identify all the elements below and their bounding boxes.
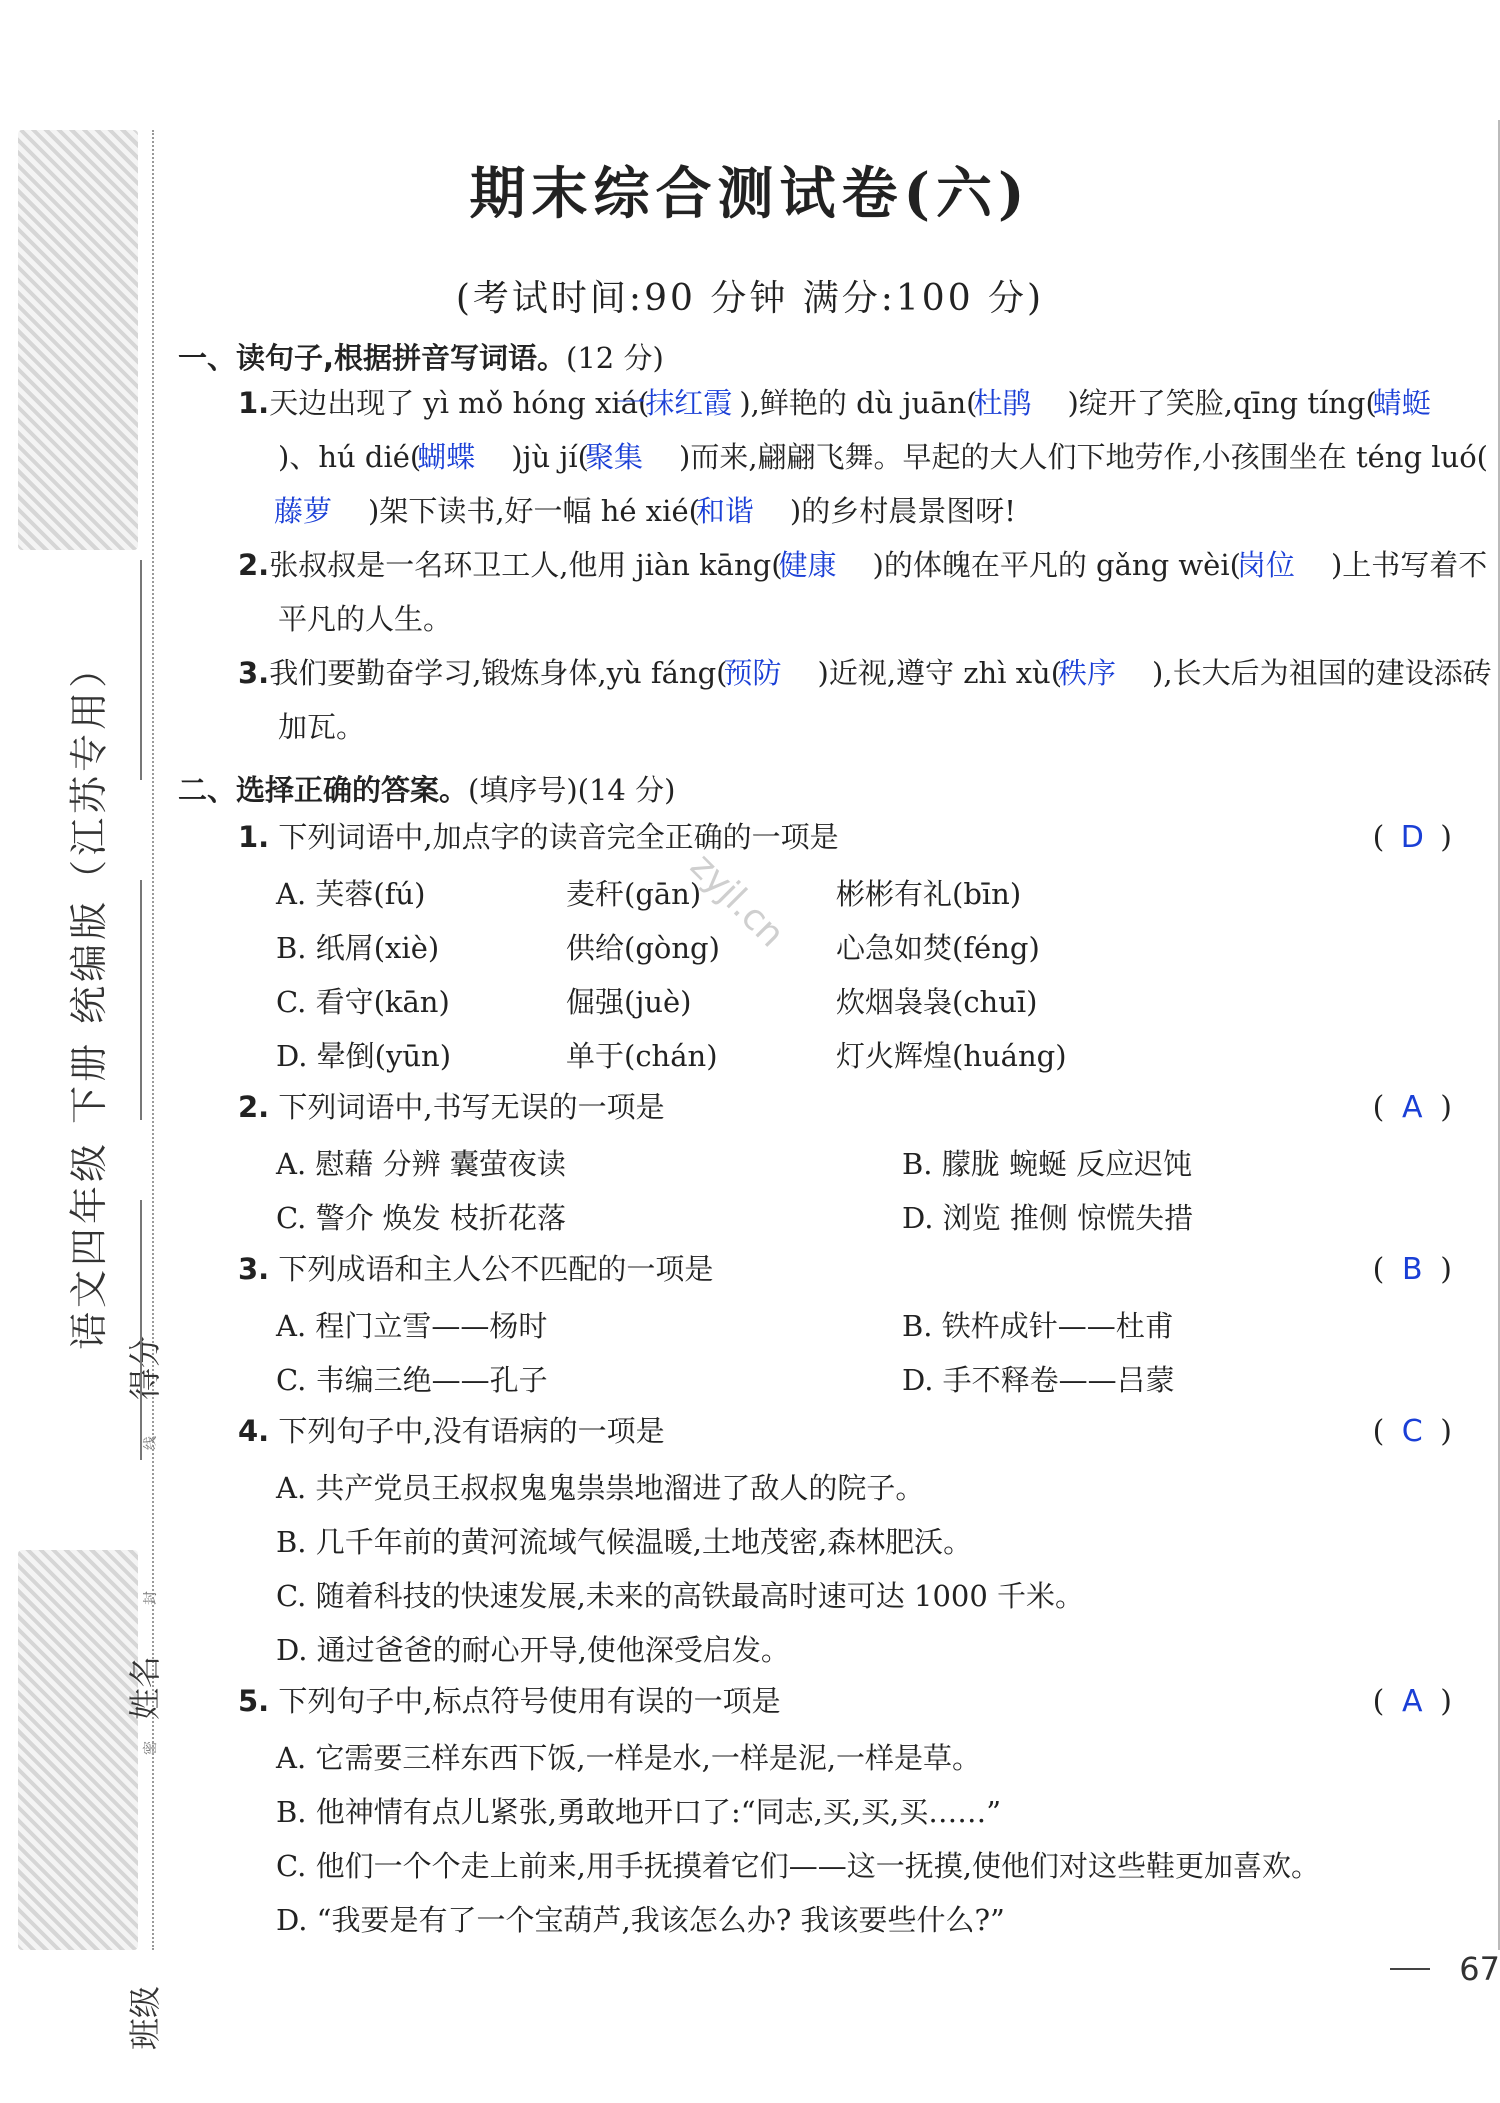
option-a-word-3: 彬彬有礼(bīn) (836, 877, 1022, 911)
book-title-vertical: 语文四年级 下册 统编版（江苏专用） (67, 645, 111, 1350)
binding-mark-seal: 封 (143, 1591, 159, 1605)
question-1-1: 1.天边出现了 yì mǒ hóng xiá(一抹红霞 ),鲜艳的 dù juān(杜鹃 )绽开了笑脸,qīng tíng(蜻蜓)、hú dié(蝴蝶 )jù jí(聚集 )而来,翩翩飞舞。早起的大人们下地劳作,小孩围坐在 téng luó(藤萝 )架下读书,好一幅 hé xié(和谐 )的乡村晨景图呀! (238, 376, 1498, 538)
option-a[interactable]: A. 共产党员王叔叔鬼鬼祟祟地溜进了敌人的院子。 (276, 1471, 925, 1505)
answer-paren-2-5[interactable]: ( A ) (1372, 1684, 1452, 1719)
page-number-dash (1390, 1968, 1430, 1970)
option-d[interactable]: D. “我要是有了一个宝葫芦,我该怎么办? 我该要些什么?” (276, 1903, 1005, 1937)
section-1-heading: 一、读句子,根据拼音写词语。(12 分) (178, 341, 664, 375)
binding-mark-secret: 密 (143, 1741, 159, 1755)
score-label: 得分 (126, 1335, 164, 1400)
option-b-word-2: 供给(gòng) (566, 931, 720, 965)
option-b[interactable]: B. 铁杵成针——杜甫 (902, 1309, 1174, 1343)
option-b[interactable]: B. 几千年前的黄河流域气候温暖,土地茂密,森林肥沃。 (276, 1525, 973, 1559)
class-blank[interactable] (140, 1200, 142, 1460)
answer-paren-2-2[interactable]: ( A ) (1372, 1090, 1452, 1125)
question-1-2: 2.张叔叔是一名环卫工人,他用 jiàn kāng(健康 )的体魄在平凡的 gǎng wèi(岗位 )上书写着不平凡的人生。 (238, 538, 1498, 646)
binding-mark-line: 线 (143, 1436, 159, 1450)
answer-field[interactable]: 一抹红霞 (616, 386, 733, 420)
question-2-5: 5. 下列句子中,标点符号使用有误的一项是 (238, 1684, 781, 1718)
option-c[interactable]: C. 警介 焕发 枝折花落 (276, 1201, 567, 1235)
answer-field[interactable]: 杜鹃 (973, 386, 1032, 420)
decorative-pattern-bottom (18, 1550, 138, 1950)
answer-field[interactable]: 蝴蝶 (417, 440, 476, 474)
answer-field[interactable]: 蜻蜓 (1372, 386, 1431, 420)
answer-field[interactable]: 和谐 (695, 494, 754, 528)
exam-info: (考试时间:90 分钟 满分:100 分) (455, 278, 1045, 319)
watermark: zyjl.cn (682, 845, 793, 956)
answer-field[interactable]: 健康 (778, 548, 837, 582)
answer-field[interactable]: 聚集 (584, 440, 643, 474)
option-b[interactable]: B. 纸屑(xiè) (276, 931, 440, 965)
option-a[interactable]: A. 它需要三样东西下饭,一样是水,一样是泥,一样是草。 (276, 1741, 982, 1775)
option-d[interactable]: D. 晕倒(yūn) (276, 1039, 452, 1073)
option-c[interactable]: C. 看守(kān) (276, 985, 450, 1019)
option-d-word-3: 灯火辉煌(huáng) (836, 1039, 1067, 1073)
answer-field[interactable]: 预防 (723, 656, 782, 690)
option-c-word-2: 倔强(juè) (566, 985, 692, 1019)
option-d-word-2: 单于(chán) (566, 1039, 718, 1073)
name-blank[interactable] (140, 880, 142, 1120)
answer-field[interactable]: 秩序 (1058, 656, 1117, 690)
option-b-word-3: 心急如焚(féng) (836, 931, 1040, 965)
option-c[interactable]: C. 随着科技的快速发展,未来的高铁最高时速可达 1000 千米。 (276, 1579, 1085, 1613)
option-c-word-3: 炊烟袅袅(chuī) (836, 985, 1038, 1019)
score-blank[interactable] (140, 560, 142, 780)
option-b[interactable]: B. 他神情有点儿紧张,勇敢地开口了:“同志,买,买,买……” (276, 1795, 1002, 1829)
answer-paren-2-1[interactable]: ( D ) (1372, 820, 1452, 855)
answer-field[interactable]: 岗位 (1236, 548, 1295, 582)
page-number: 67 (1459, 1950, 1500, 1988)
option-d[interactable]: D. 浏览 推侧 惊慌失措 (902, 1201, 1194, 1235)
question-2-4: 4. 下列句子中,没有语病的一项是 (238, 1414, 665, 1448)
question-2-3: 3. 下列成语和主人公不匹配的一项是 (238, 1252, 714, 1286)
answer-paren-2-4[interactable]: ( C ) (1372, 1414, 1452, 1449)
question-1-3: 3.我们要勤奋学习,锻炼身体,yù fáng(预防 )近视,遵守 zhì xù(秩序 ),长大后为祖国的建设添砖加瓦。 (238, 646, 1498, 754)
page-title: 期末综合测试卷(六) (469, 161, 1031, 227)
option-d[interactable]: D. 通过爸爸的耐心开导,使他深受启发。 (276, 1633, 790, 1667)
side-binding-info (40, 560, 200, 2050)
option-a[interactable]: A. 程门立雪——杨时 (276, 1309, 548, 1343)
question-2-2: 2. 下列词语中,书写无误的一项是 (238, 1090, 665, 1124)
option-c[interactable]: C. 韦编三绝——孔子 (276, 1363, 548, 1397)
option-b[interactable]: B. 朦胧 蜿蜒 反应迟饨 (902, 1147, 1193, 1181)
option-a-word-2: 麦秆(gān) (566, 877, 702, 911)
option-a[interactable]: A. 慰藉 分辨 囊萤夜读 (276, 1147, 566, 1181)
class-label: 班级 (126, 1985, 164, 2050)
answer-field[interactable]: 藤萝 (273, 494, 332, 528)
option-a[interactable]: A. 芙蓉(fú) (276, 877, 426, 911)
section-2-heading: 二、选择正确的答案。(填序号)(14 分) (178, 773, 676, 807)
option-c[interactable]: C. 他们一个个走上前来,用手抚摸着它们——这一抚摸,使他们对这些鞋更加喜欢。 (276, 1849, 1321, 1883)
name-label: 姓名 (126, 1655, 164, 1720)
question-2-1: 1. 下列词语中,加点字的读音完全正确的一项是 (238, 820, 839, 854)
answer-paren-2-3[interactable]: ( B ) (1372, 1252, 1452, 1287)
option-d[interactable]: D. 手不释卷——吕蒙 (902, 1363, 1175, 1397)
